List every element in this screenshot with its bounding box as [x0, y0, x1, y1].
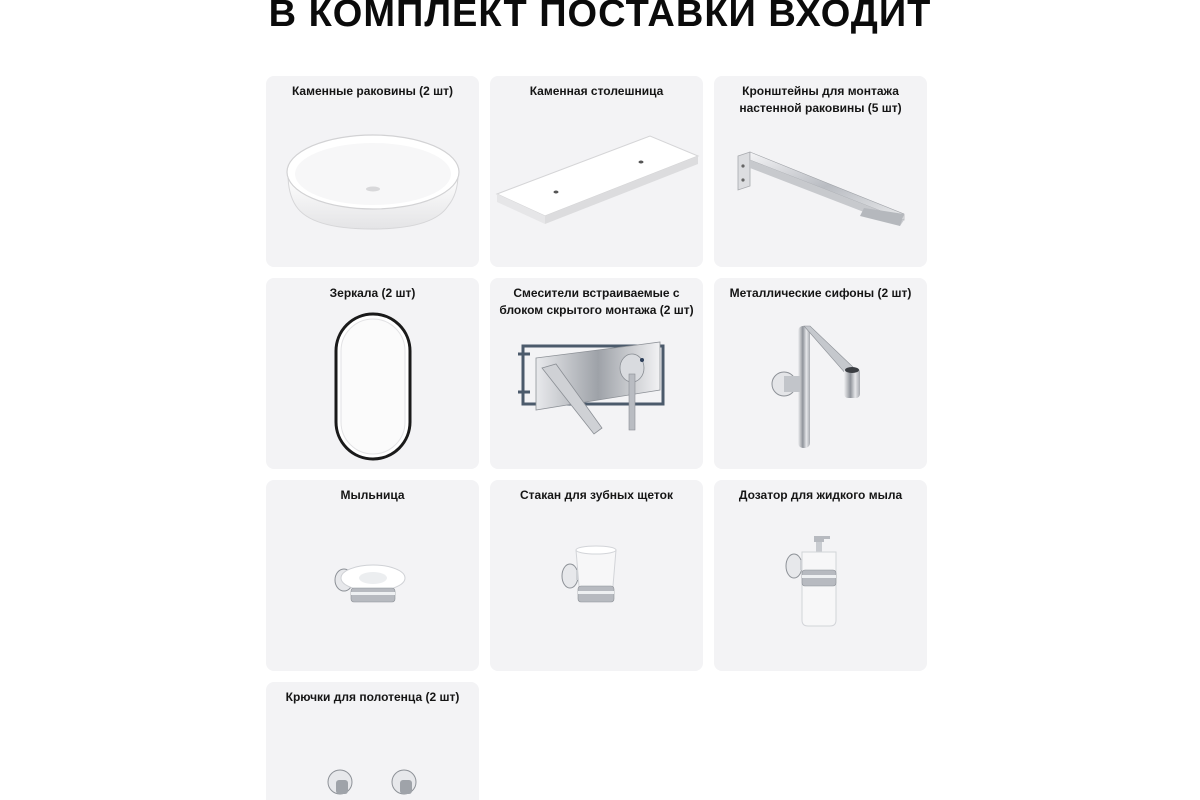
item-card-sinks: [266, 76, 479, 267]
item-label: Смесители встраиваемые с блоком скрытого монтажа (2 шт): [499, 286, 694, 317]
toothbrush-cup-icon: [490, 480, 703, 671]
item-label: Крючки для полотенца (2 шт): [285, 690, 460, 704]
item-card-cup: [490, 480, 703, 671]
siphon-icon: [714, 278, 927, 469]
item-label: Стакан для зубных щеток: [519, 488, 673, 502]
item-label: Кронштейны для монтажа настенной раковины (5 шт): [739, 84, 902, 115]
item-card-faucets: [490, 278, 703, 469]
item-label: Зеркала (2 шт): [329, 286, 416, 300]
soap-dispenser-icon: [714, 480, 927, 671]
sink-icon: [266, 76, 479, 267]
item-card-towel-hooks: [266, 682, 479, 800]
item-label: Каменная столешница: [529, 84, 664, 98]
item-card-soap-dish: [266, 480, 479, 671]
item-label: Дозатор для жидкого мыла: [738, 488, 903, 502]
item-card-mirrors: [266, 278, 479, 469]
item-card-countertop: [490, 76, 703, 267]
item-card-dispenser: [714, 480, 927, 671]
included-items-grid: [266, 76, 927, 800]
soap-dish-icon: [266, 480, 479, 671]
mirror-icon: [266, 278, 479, 469]
countertop-icon: [490, 76, 703, 267]
item-label: Каменные раковины (2 шт): [291, 84, 454, 98]
item-card-brackets: [714, 76, 927, 267]
page-title: В КОМПЛЕКТ ПОСТАВКИ ВХОДИТ: [268, 0, 932, 35]
item-card-siphons: [714, 278, 927, 469]
item-label: Мыльница: [340, 488, 405, 502]
item-label: Металлические сифоны (2 шт): [729, 286, 912, 300]
